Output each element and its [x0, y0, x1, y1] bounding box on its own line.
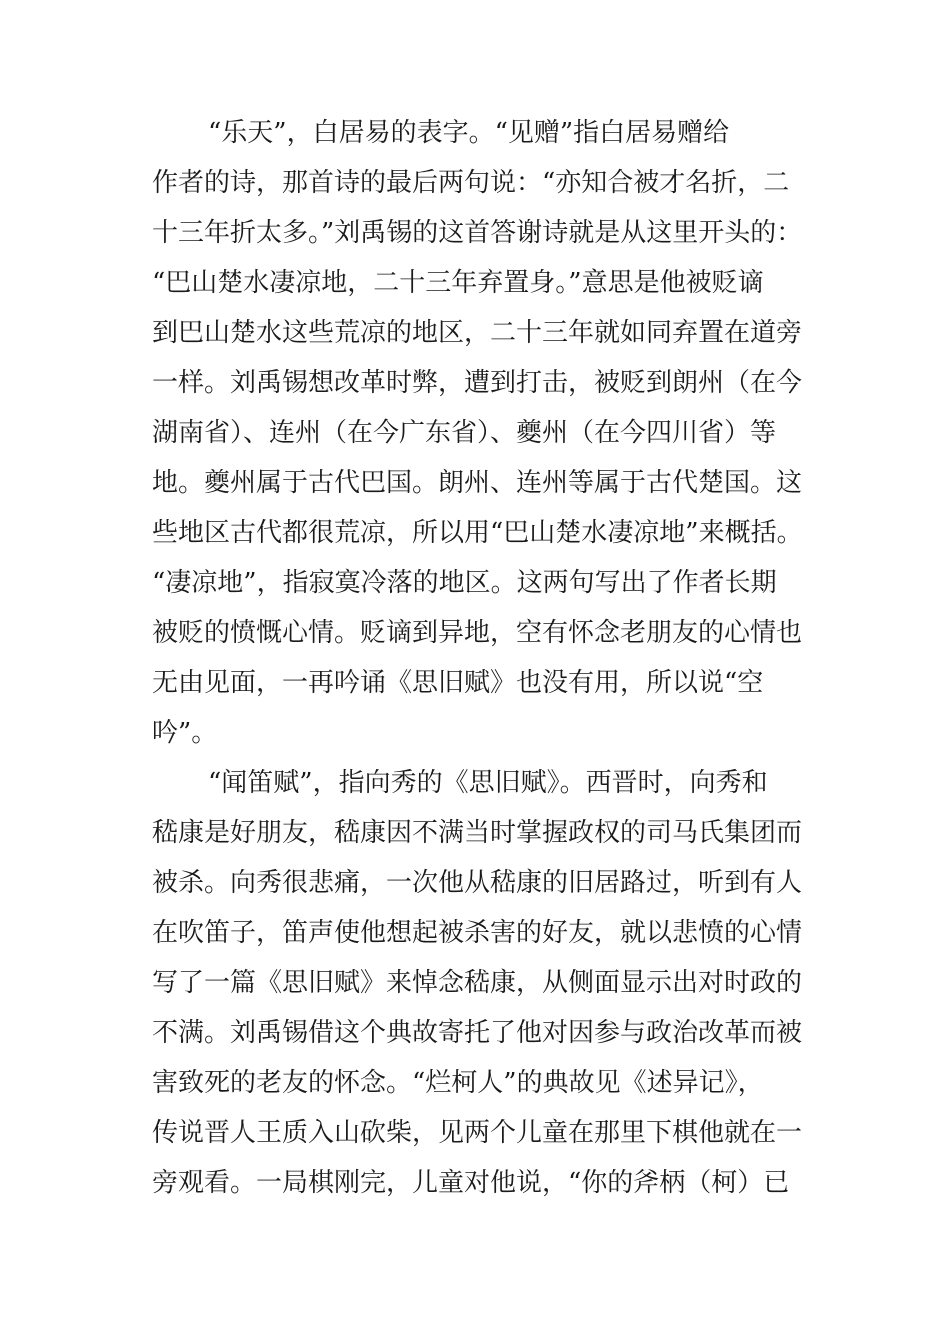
text-line: 传说晋人王质入山砍柴，见两个儿童在那里下棋他就在一 — [152, 1118, 803, 1148]
text-line: 无由见面，一再吟诵《思旧赋》也没有用，所以说“空 — [152, 668, 764, 698]
text-line: 在吹笛子，笛声使他想起被杀害的好友，就以悲愤的心情 — [152, 918, 803, 948]
text-line: 被杀。向秀很悲痛，一次他从嵇康的旧居路过，听到有人 — [152, 868, 803, 898]
text-line: 到巴山楚水这些荒凉的地区，二十三年就如同弃置在道旁 — [152, 318, 803, 348]
text-line: “闻笛赋”，指向秀的《思旧赋》。西晋时，向秀和 — [208, 768, 768, 798]
text-line: 写了一篇《思旧赋》来悼念嵇康，从侧面显示出对时政的 — [152, 968, 803, 998]
text-line: 不满。刘禹锡借这个典故寄托了他对因参与政治改革而被 — [152, 1018, 803, 1048]
text-line: 作者的诗，那首诗的最后两句说：“亦知合被才名折，二 — [152, 168, 790, 198]
text-line: “巴山楚水凄凉地，二十三年弃置身。”意思是他被贬谪 — [152, 268, 764, 298]
text-line: 十三年折太多。”刘禹锡的这首答谢诗就是从这里开头的： — [152, 218, 803, 248]
text-line: 旁观看。一局棋刚完，儿童对他说，“你的斧柄（柯）已 — [152, 1168, 790, 1198]
text-line: 吟”。 — [152, 718, 218, 748]
text-line: 地。夔州属于古代巴国。朗州、连州等属于古代楚国。这 — [152, 468, 803, 498]
text-line: 被贬的愤慨心情。贬谪到异地，空有怀念老朋友的心情也 — [152, 618, 803, 648]
text-line: 嵇康是好朋友，嵇康因不满当时掌握政权的司马氏集团而 — [152, 818, 803, 848]
text-line: 害致死的老友的怀念。“烂柯人”的典故见《述异记》， — [152, 1068, 764, 1098]
text-line: 些地区古代都很荒凉，所以用“巴山楚水凄凉地”来概括。 — [152, 518, 803, 548]
text-line: 一样。刘禹锡想改革时弊，遭到打击，被贬到朗州（在今 — [152, 368, 803, 398]
text-line: 湖南省）、连州（在今广东省）、夔州（在今四川省）等 — [152, 418, 777, 448]
text-line: “凄凉地”，指寂寞冷落的地区。这两句写出了作者长期 — [152, 568, 777, 598]
text-line: “乐天”，白居易的表字。“见赠”指白居易赠给 — [208, 118, 730, 148]
